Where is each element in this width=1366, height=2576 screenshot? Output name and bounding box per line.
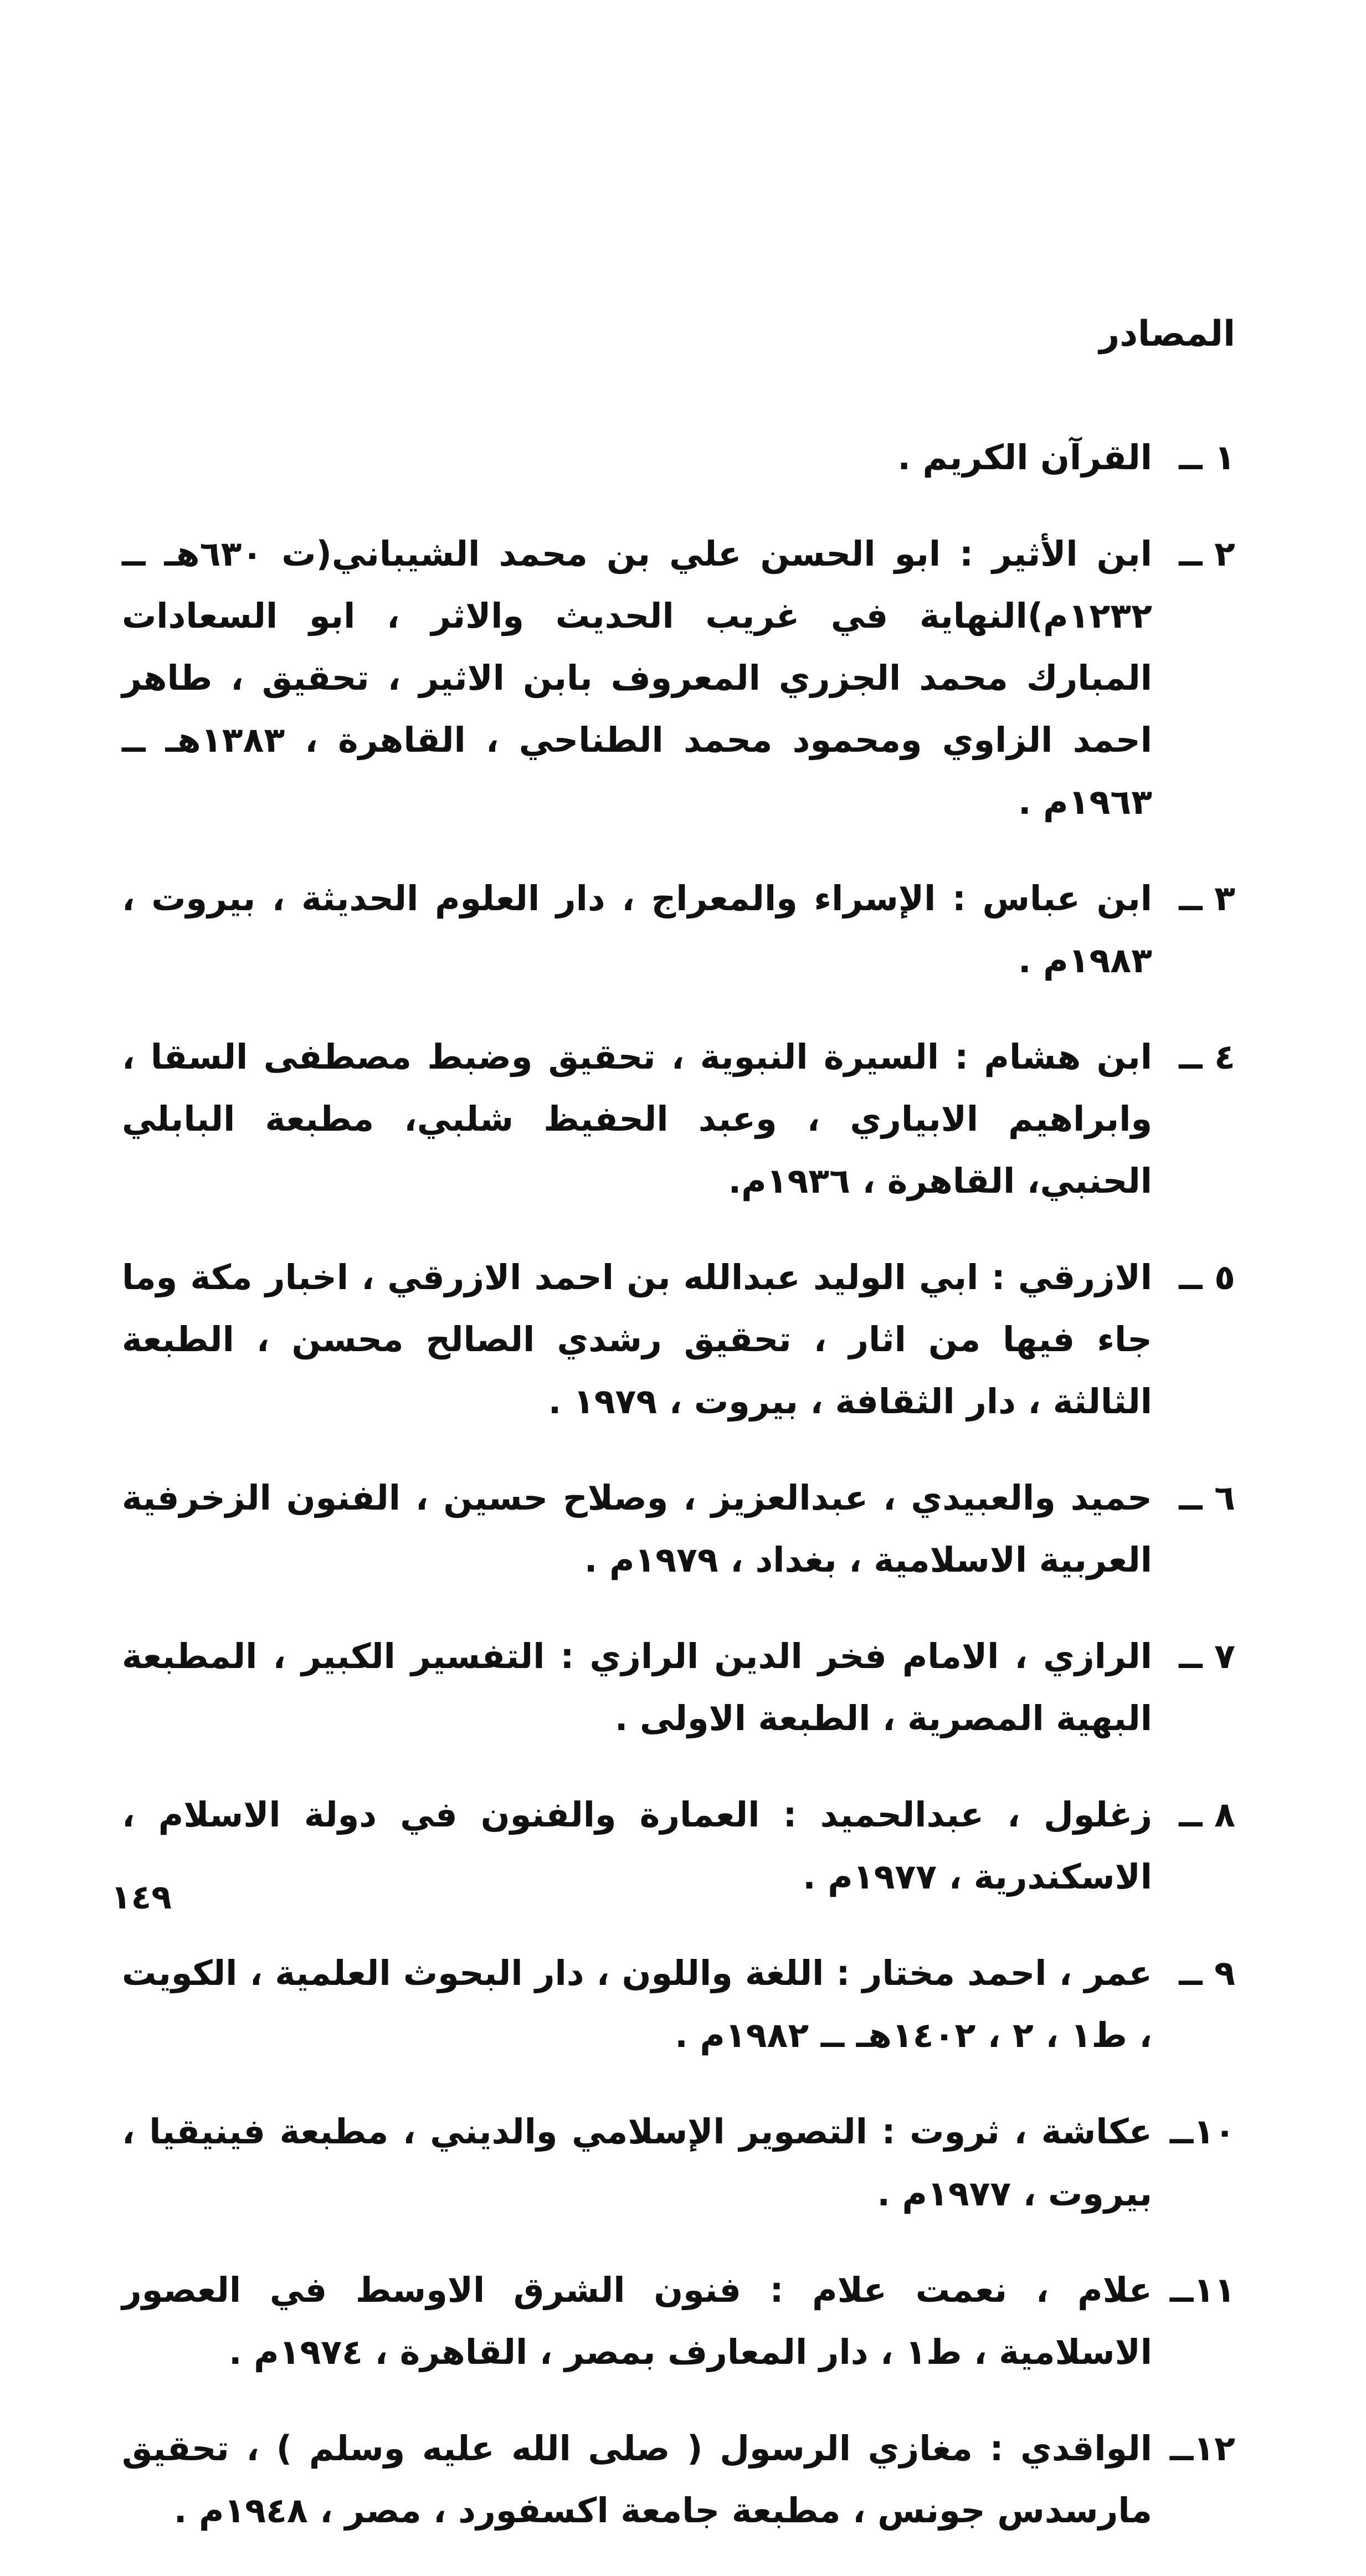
reference-number: ١٠ــ bbox=[1169, 2111, 1235, 2152]
reference-text: عكاشة ، ثروت : التصوير الإسلامي والديني ، مطبعة فينيقيا ، بيروت ، ١٩٧٧م . bbox=[122, 2111, 1152, 2214]
reference-text: حميد والعبيدي ، عبدالعزيز ، وصلاح حسين ، الفنون الزخرفية العربية الاسلامية ، بغداد ، ١٩٧٩م . bbox=[122, 1477, 1152, 1580]
reference-number: ٨ ــ bbox=[1179, 1794, 1235, 1835]
reference-item bbox=[122, 1625, 1235, 1749]
reference-text: القرآن الكريم . bbox=[897, 437, 1152, 478]
reference-text: عمر ، احمد مختار : اللغة واللون ، دار البحوث العلمية ، الكويت ، ط١ ، ٢ ، ١٤٠٢هـ ــ ١٩٨٢م . bbox=[122, 1953, 1152, 2055]
reference-text: علام ، نعمت علام : فنون الشرق الاوسط في العصور الاسلامية ، ط١ ، دار المعارف بمصر ، القاهرة ، ١٩٧٤م . bbox=[122, 2270, 1152, 2372]
reference-item bbox=[122, 1784, 1235, 1908]
reference-number: ٦ ــ bbox=[1179, 1477, 1235, 1518]
reference-number: ١٢ــ bbox=[1169, 2428, 1235, 2469]
reference-text: الواقدي : مغازي الرسول ( صلى الله عليه وسلم ) ، تحقيق مارسدس جونس ، مطبعة جامعة اكسفورد ، مصر ، ١٩٤٨م . bbox=[122, 2428, 1152, 2531]
page-title: المصادر bbox=[1099, 314, 1235, 355]
reference-item bbox=[122, 2101, 1235, 2225]
reference-item bbox=[122, 1246, 1235, 1433]
reference-number: ٣ ــ bbox=[1179, 878, 1235, 918]
reference-item bbox=[122, 868, 1235, 992]
reference-number: ١١ــ bbox=[1169, 2270, 1235, 2310]
reference-number: ٢ ــ bbox=[1179, 533, 1235, 574]
reference-text: ابن عباس : الإسراء والمعراج ، دار العلوم الحديثة ، بيروت ، ١٩٨٣م . bbox=[122, 878, 1152, 981]
reference-number: ٥ ــ bbox=[1179, 1257, 1235, 1297]
reference-item bbox=[122, 1467, 1235, 1591]
reference-item bbox=[122, 427, 1235, 489]
references-list bbox=[122, 427, 1235, 2576]
reference-number: ٧ ــ bbox=[1179, 1636, 1235, 1676]
reference-text: الرازي ، الامام فخر الدين الرازي : التفسير الكبير ، المطبعة البهية المصرية ، الطبعة الاولى . bbox=[122, 1636, 1152, 1738]
reference-item bbox=[122, 523, 1235, 833]
page-number: ١٤٩ bbox=[111, 1878, 172, 1917]
reference-item bbox=[122, 1942, 1235, 2066]
reference-text: الازرقي : ابي الوليد عبدالله بن احمد الازرقي ، اخبار مكة وما جاء فيها من اثار ، تحقيق رشدي الصالح محسن ، الطبعة الثالثة ، دار الثقافة ، بيروت ، ١٩٧٩ . bbox=[122, 1257, 1152, 1422]
reference-number: ١ ــ bbox=[1179, 437, 1235, 478]
reference-text: زغلول ، عبدالحميد : العمارة والفنون في دولة الاسلام ، الاسكندرية ، ١٩٧٧م . bbox=[122, 1794, 1152, 1897]
reference-text: ابن هشام : السيرة النبوية ، تحقيق وضبط مصطفى السقا ، وابراهيم الابياري ، وعبد الحفيظ شلبي، مطبعة البابلي الحنبي، القاهرة ، ١٩٣٦م. bbox=[122, 1036, 1152, 1201]
reference-item bbox=[122, 1026, 1235, 1212]
reference-item bbox=[122, 2418, 1235, 2542]
reference-number: ٤ ــ bbox=[1179, 1036, 1235, 1077]
reference-item bbox=[122, 2259, 1235, 2383]
reference-text: ابن الأثير : ابو الحسن علي بن محمد الشيباني(ت ٦٣٠هـ ــ ١٢٣٢م)النهاية في غريب الحديث والاثر ، ابو السعادات المبارك محمد الجزري المعروف بابن الاثير ، تحقيق ، طاهر احمد الزاوي ومحمود محمد الطناحي ، القاهرة ، ١٣٨٣هـ ــ ١٩٦٣م . bbox=[122, 533, 1152, 822]
reference-number: ٩ ــ bbox=[1179, 1953, 1235, 1993]
